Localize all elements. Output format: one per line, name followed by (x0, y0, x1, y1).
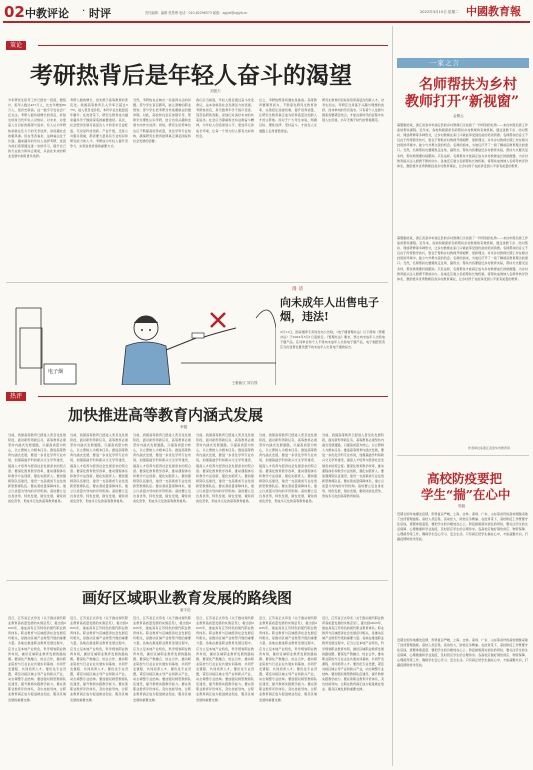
mid-col-3: 当前，我国高等教育已经进入普及化发展阶段，面对新形势新任务，高等教育必须坚持内涵式发展道路，以提高质量为核心，以立德树人为根本任务。推进高等教育内涵式发展，要进一步优化学科专业布局，加强基础学科和新兴交叉学科建设，提高人才培养与经济社会发展需求的契合度。要深化教育教学改革，推动课程体系和教学方法创新，强化实践育人。要加强师资队伍建设，建设一支高素质专业化创新型教师队伍。要完善质量保障体系，建立以质量为导向的评价机制。高校要立足自身优势，特色发展，错位发展，避免同质化竞争，形成多元化的高等教育格局。 (133, 433, 191, 504)
header-rule (3, 21, 530, 23)
right-top-author: 金佩云 (453, 114, 464, 118)
tag-celun-rule (38, 45, 388, 46)
main-col-5: 总之，考研热既是机遇也是挑战。高等教育要顺势而为，不断深化研究生教育改革，完善招生选拔机制，提升培养质量，让研究生教育真正成为培养高层次创新人才的主阵地。而对于广大考生来说，明确目标、理性选择、坚持奋斗，才能在人生道路上走得更稳更远。 (259, 98, 317, 133)
mid-col-2: 当前，我国高等教育已经进入普及化发展阶段，面对新形势新任务，高等教育必须坚持内涵式发展道路，以提高质量为核心，以立德树人为根本任务。推进高等教育内涵式发展，要进一步优化学科专业布局，加强基础学科和新兴交叉学科建设，提高人才培养与经济社会发展需求的契合度。要深化教育教学改革，推动课程体系和教学方法创新，强化实践育人。要加强师资队伍建设，建设一支高素质专业化创新型教师队伍。要完善质量保障体系，建立以质量为导向的评价机制。高校要立足自身优势，特色发展，错位发展，避免同质化竞争，形成多元化的高等教育格局。 (70, 433, 128, 504)
mid-article-author: 李健 (180, 425, 188, 429)
tag-celun: 策论 (6, 41, 26, 50)
right-top-title-1: 名师帮扶为乡村 (419, 77, 517, 93)
bottom-col-3: 近日，江苏省正式印发《关于推动现代职业教育高质量发展的实施意见》，提出到2025年，建成具有江苏特色的现代职业教育体系。职业教育与区域经济社会发展密切相关，是推动区域产业转型升级的重要力量。各地在推进职业教育发展过程中，应当立足本地产业特色，科学规划职业教育布局，画好区域职业教育发展的路线图。要深化产教融合、校企合作，推动职业院校与行业企业共建实训基地、共同开发课程、共同培养人才。要优化专业设置，紧密对接区域主导产业和新兴产业，动态调整专业结构。要加强双师型教师队伍建设，提升教师实践教学能力。要完善职业教育评价体系，突出技能导向，让职业教育真正成为促进就业创业、服务区域发展的重要支撑。 (133, 616, 191, 702)
masthead-logo: 中國教育報 (466, 5, 521, 18)
bottom-col-2: 近日，江苏省正式印发《关于推动现代职业教育高质量发展的实施意见》，提出到2025年，建成具有江苏特色的现代职业教育体系。职业教育与区域经济社会发展密切相关，是推动区域产业转型升级的重要力量。各地在推进职业教育发展过程中，应当立足本地产业特色，科学规划职业教育布局，画好区域职业教育发展的路线图。要深化产教融合、校企合作，推动职业院校与行业企业共建实训基地、共同开发课程、共同培养人才。要优化专业设置，紧密对接区域主导产业和新兴产业，动态调整专业结构。要加强双师型教师队伍建设，提升教师实践教学能力。要完善职业教育评价体系，突出技能导向，让职业教育真正成为促进就业创业、服务区域发展的重要支撑。 (70, 616, 128, 702)
comic-author: 王雅楠/文 刘宇/图 (232, 381, 258, 385)
section-name: 中教评论 (25, 7, 69, 20)
main-col-6: 研究生教育的目标是培养高层次创新人才。对考生而言，考研应当是基于兴趣与理想的选择，而非单纯的学历追求。只有将个人发展与国家需要紧密结合，才能在新时代的征程中实现人生价值，书写无愧于时代的青春篇章。 (322, 98, 384, 123)
mid-col-5: 当前，我国高等教育已经进入普及化发展阶段，面对新形势新任务，高等教育必须坚持内涵式发展道路，以提高质量为核心，以立德树人为根本任务。推进高等教育内涵式发展，要进一步优化学科专业布局，加强基础学科和新兴交叉学科建设，提高人才培养与经济社会发展需求的契合度。要深化教育教学改革，推动课程体系和教学方法创新，强化实践育人。要加强师资队伍建设，建设一支高素质专业化创新型教师队伍。要完善质量保障体系，建立以质量为导向的评价机制。高校要立足自身优势，特色发展，错位发展，避免同质化竞争，形成多元化的高等教育格局。 (259, 433, 317, 504)
meta-line: 责任编辑：编辑 张思博 电话：010-82296573 邮箱：zgjyb@zgjyb.cn (145, 11, 248, 15)
mid-col-1: 当前，我国高等教育已经进入普及化发展阶段，面对新形势新任务，高等教育必须坚持内涵式发展道路，以提高质量为核心，以立德树人为根本任务。推进高等教育内涵式发展，要进一步优化学科专业布局，加强基础学科和新兴交叉学科建设，提高人才培养与经济社会发展需求的契合度。要深化教育教学改革，推动课程体系和教学方法创新，强化实践育人。要加强师资队伍建设，建设一支高素质专业化创新型教师队伍。要完善质量保障体系，建立以质量为导向的评价机制。高校要立足自身优势，特色发展，错位发展，避免同质化竞争，形成多元化的高等教育格局。 (8, 433, 66, 504)
section-dot: · (82, 6, 86, 17)
right-mid-title-2: 学生“揣”在心中 (421, 487, 511, 502)
issue-date: 2022年3月15日 星期二 (420, 10, 459, 14)
right-top-text-2: 暑假刚结束，浙江省金华市浦江县的乡村教师们又收到了一份特别的礼物——来自市级名师工作室的帮扶课程。近年来，各地积极探索名师帮扶乡村教师的有效机制，通过送教下乡、结对帮扶、网络研修等多种形式，让乡村教师在家门口就能享受到优质的培训资源。名师帮扶的意义不仅在于传授教学技巧，更在于帮助乡村教师开阔视野、更新理念。许多乡村教师长期工作在相对封闭的环境中，缺少与外界交流的机会。名师的到来，为他们打开了一扇了解前沿教育理念的窗口。当然，名师帮扶也要避免走过场、搞形式。帮扶内容要贴近乡村教育实际，帮扶方式要灵活多样，帮扶效果要持续跟踪。只有这样，名师帮扶才能真正成为乡村教师成长的助推器，为乡村教育振兴注入源源不断的动力。各地还应建立名师帮扶长效机制，将帮扶成效纳入名师考核评价体系，激励更多优秀教师投身乡村教育事业，让乡村孩子也能享受到公平而有质量的教育。 (397, 236, 528, 281)
main-article-author: 刘振天 (210, 89, 221, 93)
bottom-col-5: 近日，江苏省正式印发《关于推动现代职业教育高质量发展的实施意见》，提出到2025年，建成具有江苏特色的现代职业教育体系。职业教育与区域经济社会发展密切相关，是推动区域产业转型升级的重要力量。各地在推进职业教育发展过程中，应当立足本地产业特色，科学规划职业教育布局，画好区域职业教育发展的路线图。要深化产教融合、校企合作，推动职业院校与行业企业共建实训基地、共同开发课程、共同培养人才。要优化专业设置，紧密对接区域主导产业和新兴产业，动态调整专业结构。要加强双师型教师队伍建设，提升教师实践教学能力。要完善职业教育评价体系，突出技能导向，让职业教育真正成为促进就业创业、服务区域发展的重要支撑。 (259, 616, 317, 702)
page-number: 02 (4, 3, 25, 21)
right-mid-author: 郭毅 (458, 504, 466, 508)
comic-tag: 漫话 (292, 287, 305, 292)
tag-repin: 热评 (6, 392, 26, 401)
right-mid-text-2: 近期全国多地爆发疫情，形势复杂严峻，上海、吉林、深圳、广东、山东等省份的高校相继采取了封闭管理措施。高校人员密集、流动性大，防控任务繁重。在此背景下，高校防疫工作既要守住底线，更要体现温度，要把学生的冷暖放在心上。防疫措施落实到位的同时，要关注学生的生活保障、心理健康和学业进度，及时回应学生的合理诉求。各高校应做好餐饮供应、物资保障、心理疏导等工作，确保学生安心学习、安全生活。只有真正把学生揣在心中，才能凝聚共识，打赢疫情防控攻坚战。 (397, 638, 528, 668)
main-col-3: 当然，考研热也反映出一些值得关注的问题。部分学生盲目跟风，缺乏清晰的职业规划；部分学生把考研当作逃避就业的缓冲期。对此，高校和社会应加强引导，帮助学生理性认识考研，结合自身兴趣和发展方向作出选择。同时，研究生培养单位也应不断提高培养质量，优化学科专业结构，确保研究生教育能够真正满足国家和社会发展的需要。 (133, 98, 191, 143)
bottom-article-author: 唐宇伦 (180, 608, 191, 612)
left-right-divider (392, 26, 393, 766)
bottom-col-6: 近日，江苏省正式印发《关于推动现代职业教育高质量发展的实施意见》，提出到2025年，建成具有江苏特色的现代职业教育体系。职业教育与区域经济社会发展密切相关，是推动区域产业转型升级的重要力量。各地在推进职业教育发展过程中，应当立足本地产业特色，科学规划职业教育布局，画好区域职业教育发展的路线图。要深化产教融合、校企合作，推动职业院校与行业企业共建实训基地、共同开发课程、共同培养人才。要优化专业设置，紧密对接区域主导产业和新兴产业，动态调整专业结构。要加强双师型教师队伍建设，提升教师实践教学能力。要完善职业教育评价体系，突出技能导向，让职业教育真正成为促进就业创业、服务区域发展的重要支撑。 (322, 616, 384, 692)
comic-top-divider (6, 282, 388, 283)
right-tag-yijiazhiyan: 一家之言 (430, 59, 460, 67)
comic-drawing (6, 288, 276, 385)
bottom-col-1: 近日，江苏省正式印发《关于推动现代职业教育高质量发展的实施意见》，提出到2025年，建成具有江苏特色的现代职业教育体系。职业教育与区域经济社会发展密切相关，是推动区域产业转型升级的重要力量。各地在推进职业教育发展过程中，应当立足本地产业特色，科学规划职业教育布局，画好区域职业教育发展的路线图。要深化产教融合、校企合作，推动职业院校与行业企业共建实训基地、共同开发课程、共同培养人才。要优化专业设置，紧密对接区域主导产业和新兴产业，动态调整专业结构。要加强双师型教师队伍建设，提升教师实践教学能力。要完善职业教育评价体系，突出技能导向，让职业教育真正成为促进就业创业、服务区域发展的重要支撑。 (8, 616, 66, 702)
mid-article-title: 加快推进高等教育内涵式发展 (68, 406, 264, 424)
bottom-col-4: 近日，江苏省正式印发《关于推动现代职业教育高质量发展的实施意见》，提出到2025年，建成具有江苏特色的现代职业教育体系。职业教育与区域经济社会发展密切相关，是推动区域产业转型升级的重要力量。各地在推进职业教育发展过程中，应当立足本地产业特色，科学规划职业教育布局，画好区域职业教育发展的路线图。要深化产教融合、校企合作，推动职业院校与行业企业共建实训基地、共同开发课程、共同培养人才。要优化专业设置，紧密对接区域主导产业和新兴产业，动态调整专业结构。要加强双师型教师队伍建设，提升教师实践教学能力。要完善职业教育评价体系，突出技能导向，让职业教育真正成为促进就业创业、服务区域发展的重要支撑。 (196, 616, 254, 702)
mid-col-4: 当前，我国高等教育已经进入普及化发展阶段，面对新形势新任务，高等教育必须坚持内涵式发展道路，以提高质量为核心，以立德树人为根本任务。推进高等教育内涵式发展，要进一步优化学科专业布局，加强基础学科和新兴交叉学科建设，提高人才培养与经济社会发展需求的契合度。要深化教育教学改革，推动课程体系和教学方法创新，强化实践育人。要加强师资队伍建设，建设一支高素质专业化创新型教师队伍。要完善质量保障体系，建立以质量为导向的评价机制。高校要立足自身优势，特色发展，错位发展，避免同质化竞争，形成多元化的高等教育格局。 (196, 433, 254, 504)
right-top-title-2: 教师打开“新视窗” (405, 94, 520, 110)
bottom-article-title: 画好区域职业教育发展的路线图 (82, 589, 293, 607)
right-top-text-1: 暑假刚结束，浙江省金华市浦江县的乡村教师们又收到了一份特别的礼物——来自市级名师工作室的帮扶课程。近年来，各地积极探索名师帮扶乡村教师的有效机制，通过送教下乡、结对帮扶、网络研修等多种形式，让乡村教师在家门口就能享受到优质的培训资源。名师帮扶的意义不仅在于传授教学技巧，更在于帮助乡村教师开阔视野、更新理念。许多乡村教师长期工作在相对封闭的环境中，缺少与外界交流的机会。名师的到来，为他们打开了一扇了解前沿教育理念的窗口。当然，名师帮扶也要避免走过场、搞形式。帮扶内容要贴近乡村教育实际，帮扶方式要灵活多样，帮扶效果要持续跟踪。只有这样，名师帮扶才能真正成为乡村教师成长的助推器，为乡村教育振兴注入源源不断的动力。各地还应建立名师帮扶长效机制，将帮扶成效纳入名师考核评价体系，激励更多优秀教师投身乡村教育事业，让乡村孩子也能享受到公平而有质量的教育。 (397, 123, 528, 168)
main-article-title: 考研热背后是年轻人奋斗的渴望 (30, 62, 352, 89)
main-col-4: 我们应当看到，年轻人愿意通过奋斗改变命运，这本身就是社会充满活力的表现。考研热背后，是无数青年学子挑灯夜读、刻苦钻研的身影，是他们对美好未来的执着追求。社会应当尊重和支持这种奋斗精神，为年轻人创造更加公平、更加多元的成长环境，让每一个努力的人都有出彩的机会。 (196, 98, 254, 138)
comic-title: 向未成年人出售电子烟，违法! (280, 296, 379, 323)
comic-sign-text: 电子烟 (48, 369, 64, 375)
column-name: 时评 (89, 7, 111, 20)
main-col-2: 考研人数的增长，首先源于高等教育的普及化。我国高等教育毛入学率已超过57%，进入普及化阶段，本科毕业生数量逐年攀升。在此背景下，研究生教育成为越来越多学子继续深造的重要途径。其次，社会经济发展对高层次人才的需求日益旺盛。无论是科技创新、产业升级，还是公共服务领域，都需要大量具有专业知识和研究能力的人才。考研成为年轻人提升竞争力、实现自我价值的重要方式。 (70, 98, 128, 148)
right-mid-text-1: 近期全国多地爆发疫情，形势复杂严峻，上海、吉林、深圳、广东、山东等省份的高校相继采取了封闭管理措施。高校人员密集、流动性大，防控任务繁重。在此背景下，高校防疫工作既要守住底线，更要体现温度，要把学生的冷暖放在心上。防疫措施落实到位的同时，要关注学生的生活保障、心理健康和学业进度，及时回应学生的合理诉求。各高校应做好餐饮供应、物资保障、心理疏导等工作，确保学生安心学习、安全生活。只有真正把学生揣在心中，才能凝聚共识，打赢疫情防控攻坚战。 (397, 512, 528, 542)
right-top-footnote: 作者单位系浙江省金华市教育局 (468, 446, 511, 450)
right-mid-divider (397, 455, 529, 456)
right-tag-bar (397, 58, 529, 68)
mid-col-6: 当前，我国高等教育已经进入普及化发展阶段，面对新形势新任务，高等教育必须坚持内涵式发展道路，以提高质量为核心，以立德树人为根本任务。推进高等教育内涵式发展，要进一步优化学科专业布局，加强基础学科和新兴交叉学科建设，提高人才培养与经济社会发展需求的契合度。要深化教育教学改革，推动课程体系和教学方法创新，强化实践育人。要加强师资队伍建设，建设一支高素质专业化创新型教师队伍。要完善质量保障体系，建立以质量为导向的评价机制。高校要立足自身优势，特色发展，错位发展，避免同质化竞争，形成多元化的高等教育格局。 (322, 433, 384, 499)
right-mid-title-1: 高校防疫要把 (427, 471, 503, 486)
bottom-top-divider (6, 580, 388, 581)
tag-repin-rule (38, 396, 388, 397)
comic-illustration (6, 288, 276, 385)
main-col-1: 今年研究生报考工作已经告一段落，据统计，报考人数达457万人，比去年增加80万人，创历史新高。这一数字引发社会广泛关注。考研人数持续增长的背后，折射出的是当代年轻人对知识、对未来、对更高人生目标的渴望与追求。有人认为考研热是就业压力下的无奈选择，是逃避社会的避风港。但在笔者看来，这种看法过于片面。越来越多的年轻人选择考研，是因为他们希望通过进一步的学习，提升自己的专业能力和综合素质，从而在未来的职业发展中拥有更多选择。 (8, 98, 66, 159)
comic-caption: 3月11日，国家烟草专卖局发布公告称，《电子烟管理办法》以下简称《管理办法》于2022年5月1日起施行。《管理办法》要求，禁止向未成年人出售电子烟产品。任何单位和个人不得向未成年人出售电子烟产品，电子烟经营者应当在显著位置设置不向未成年人出售电子烟的标志。 (280, 330, 385, 350)
